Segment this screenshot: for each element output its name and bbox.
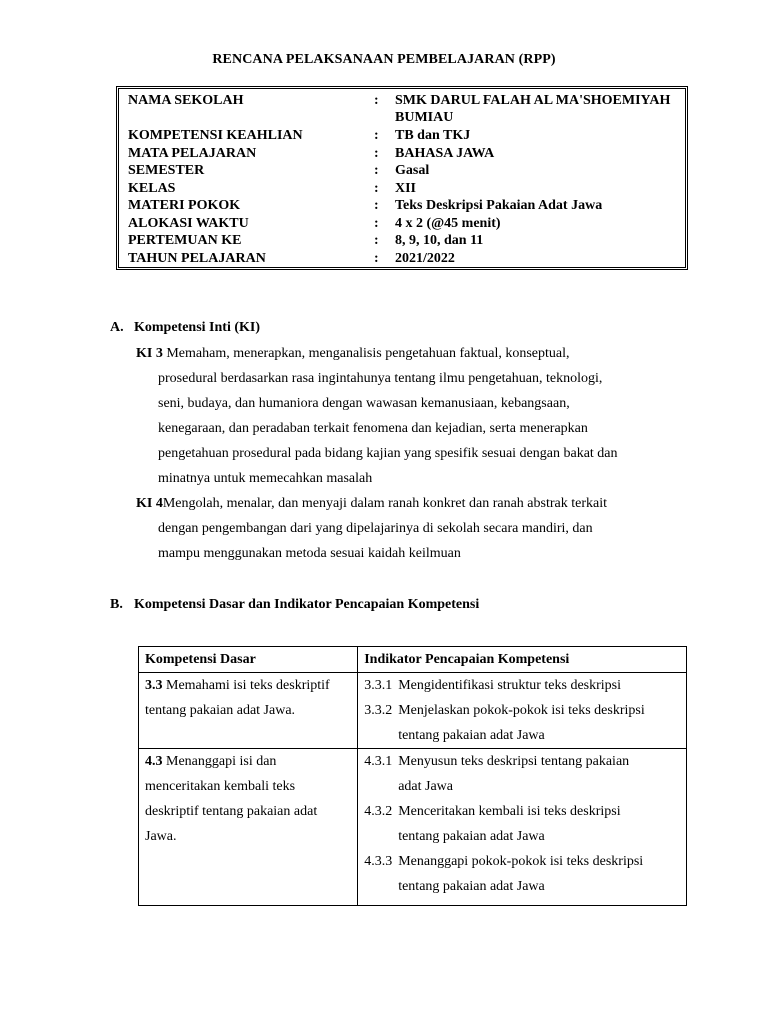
ki3-paragraph: [136, 341, 676, 491]
info-label: KOMPETENSI KEAHLIAN: [128, 128, 303, 143]
info-colon: :: [374, 145, 379, 161]
info-value: XII: [395, 180, 417, 196]
ki4-text: Mengolah, menalar, dan menyaji dalam ranah konkret dan ranah abstrak terkait: [162, 496, 607, 511]
info-colon: :: [374, 215, 379, 231]
info-value: Teks Deskripsi Pakaian Adat Jawa: [395, 198, 603, 213]
info-colon: :: [374, 180, 379, 196]
ki4-paragraph: [136, 491, 676, 566]
ki4-text: mampu menggunakan metoda sesuai kaidah keilmuan: [158, 546, 461, 561]
school-info-box: [116, 86, 688, 270]
ki3-text: minatnya untuk memecahkan masalah: [158, 471, 373, 486]
kd-number: 4.3: [145, 754, 163, 769]
info-value: BAHASA JAWA: [395, 145, 495, 161]
info-value: SMK DARUL FALAH AL MA'SHOEMIYAH BUMIAU: [395, 93, 671, 125]
info-label: SEMESTER: [128, 163, 205, 178]
section-letter: A.: [110, 320, 124, 335]
indicator-item: [364, 799, 680, 824]
info-label: NAMA SEKOLAH: [128, 93, 244, 108]
info-value: TB dan TKJ: [395, 128, 471, 143]
ki3-text: kenegaraan, dan peradaban terkait fenomena dan kejadian, serta menerapkan: [158, 421, 588, 436]
info-colon: :: [374, 128, 379, 143]
indicator-text: tentang pakaian adat Jawa: [398, 829, 545, 844]
ki4-label: KI 4: [136, 496, 163, 511]
info-label: MATA PELAJARAN: [128, 145, 257, 161]
ki4-text: dengan pengembangan dari yang dipelajarinya di sekolah secara mandiri, dan: [158, 521, 593, 536]
indicator-item: [364, 849, 680, 874]
info-label: ALOKASI WAKTU: [128, 215, 249, 231]
ki3-text: pengetahuan prosedural pada bidang kajian yang spesifik sesuai dengan bakat dan: [158, 446, 618, 461]
info-colon: :: [374, 93, 379, 108]
ki3-text: prosedural berdasarkan rasa ingintahunya tentang ilmu pengetahuan, teknologi,: [158, 371, 603, 386]
indicator-number: 4.3.2: [364, 804, 393, 819]
indicator-number: 4.3.1: [364, 754, 393, 769]
kd-cell: [139, 673, 358, 749]
kd-text: Menanggapi isi dan: [162, 754, 277, 769]
info-label: PERTEMUAN KE: [128, 233, 242, 248]
indicator-cell: [358, 673, 687, 749]
info-value: 2021/2022: [395, 250, 455, 266]
indicator-cell: [358, 749, 687, 906]
kd-text: Jawa.: [145, 829, 177, 844]
header-indicator: Indikator Pencapaian Kompetensi: [358, 647, 687, 673]
table-header-row: [139, 647, 687, 673]
indicator-number: 3.3.1: [364, 678, 393, 693]
indicator-number: 3.3.2: [364, 703, 393, 718]
indicator-text: tentang pakaian adat Jawa: [398, 879, 545, 894]
indicator-item: [364, 673, 680, 698]
indicator-text: Menanggapi pokok-pokok isi teks deskripsi: [398, 854, 644, 869]
info-colon: :: [374, 163, 379, 178]
info-label: MATERI POKOK: [128, 198, 241, 213]
ki3-text: Memaham, menerapkan, menganalisis pengetahuan faktual, konseptual,: [162, 346, 570, 361]
info-colon: :: [374, 198, 379, 213]
info-value: 8, 9, 10, dan 11: [395, 233, 484, 248]
section-title: Kompetensi Dasar dan Indikator Pencapaian Kompetensi: [134, 597, 480, 612]
header-kd: Kompetensi Dasar: [139, 647, 358, 673]
indicator-number: 4.3.3: [364, 854, 393, 869]
section-letter: B.: [110, 597, 123, 612]
section-title: Kompetensi Inti (KI): [134, 320, 260, 335]
kd-text: tentang pakaian adat Jawa.: [145, 703, 296, 718]
indicator-text: adat Jawa: [398, 779, 454, 794]
indicator-text: Menceritakan kembali isi teks deskripsi: [398, 804, 621, 819]
indicator-item: [364, 749, 680, 774]
info-label: TAHUN PELAJARAN: [128, 250, 266, 266]
kd-cell: [139, 749, 358, 906]
kd-text: menceritakan kembali teks: [145, 779, 296, 794]
kd-text: deskriptif tentang pakaian adat: [145, 804, 318, 819]
indicator-item: [364, 698, 680, 723]
cell-bottom-spacer: [364, 899, 680, 905]
info-colon: :: [374, 233, 379, 248]
indicator-text: tentang pakaian adat Jawa: [398, 728, 545, 743]
kd-number: 3.3: [145, 678, 163, 693]
info-label: KELAS: [128, 180, 176, 196]
indicator-text: Menjelaskan pokok-pokok isi teks deskripsi: [398, 703, 645, 718]
table-row: [139, 673, 687, 749]
kd-table: [138, 646, 687, 906]
ki3-text: seni, budaya, dan humaniora dengan wawasan kemanusiaan, kebangsaan,: [158, 396, 570, 411]
info-colon: :: [374, 250, 379, 266]
info-value: 4 x 2 (@45 menit): [395, 215, 501, 231]
kd-text: Memahami isi teks deskriptif: [162, 678, 330, 693]
indicator-text: Mengidentifikasi struktur teks deskripsi: [398, 678, 622, 693]
indicator-text: Menyusun teks deskripsi tentang pakaian: [398, 754, 630, 769]
info-value: Gasal: [395, 163, 430, 178]
table-row: [139, 749, 687, 906]
document-title: RENCANA PELAKSANAAN PEMBELAJARAN (RPP): [212, 52, 556, 67]
ki3-label: KI 3: [136, 346, 163, 361]
